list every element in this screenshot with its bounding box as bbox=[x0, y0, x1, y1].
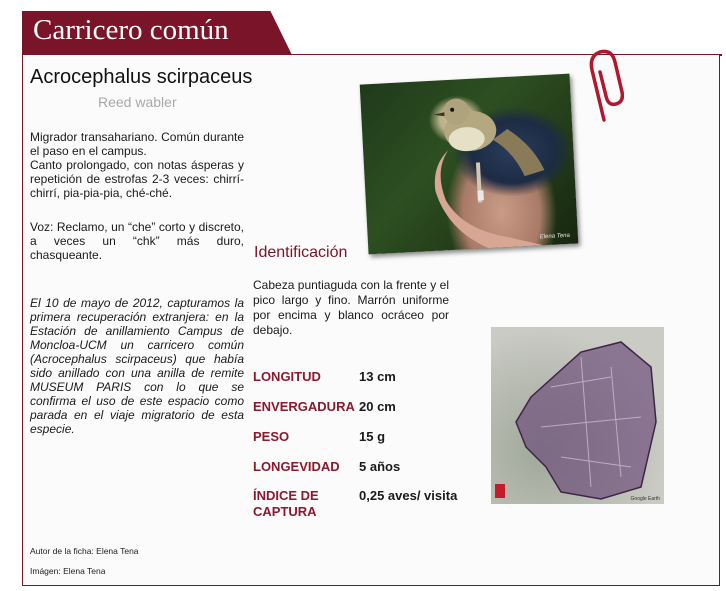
campus-map-area bbox=[491, 327, 664, 504]
stat-value-length: 13 cm bbox=[359, 369, 396, 384]
ucm-logo bbox=[495, 484, 505, 498]
identification-text: Cabeza puntiaguda con la frente y el pico largo y fino. Marrón uniforme por encima y blanco ocráceo por debajo. bbox=[253, 278, 449, 337]
scientific-name: Acrocephalus scirpaceus bbox=[30, 66, 253, 88]
description-paragraph: El 10 de mayo de 2012, capturamos la primera recuperación extranjera: en la Estación de anillamiento Campus de Moncloa-UCM un carricero común (Acrocephalus scirpaceus) que había sido anillado con una anilla de remite MUSEUM PARIS con lo que se confirma el uso de este espacio como parada en el viaje migratorio de esta especie. bbox=[30, 296, 244, 436]
stat-label-capture-index: ÍNDICE DE CAPTURA bbox=[253, 488, 319, 519]
author-credit: Autor de la ficha: Elena Tena bbox=[30, 546, 139, 556]
description-migration bbox=[30, 130, 244, 200]
stat-value-weight: 15 g bbox=[359, 429, 386, 444]
page-title: Carricero común bbox=[33, 14, 229, 46]
stat-label-weight: PESO bbox=[253, 429, 290, 444]
paperclip-icon bbox=[584, 42, 624, 122]
bird-illustration bbox=[360, 74, 579, 255]
stat-value-longevity: 5 años bbox=[359, 459, 401, 474]
identification-heading: Identificación bbox=[254, 244, 348, 261]
map-attribution: Google Earth bbox=[630, 496, 660, 502]
stat-label-wingspan: ENVERGADURA bbox=[253, 399, 355, 414]
description-voice bbox=[30, 220, 244, 262]
stat-value-wingspan: 20 cm bbox=[359, 399, 396, 414]
photo-credit: Elena Tena bbox=[539, 232, 571, 241]
description-recovery bbox=[30, 296, 244, 436]
english-name: Reed wabler bbox=[98, 94, 177, 110]
description-paragraph: Canto prolongado, con notas ásperas y repetición de estrofas 2-3 veces: chirrí-chirrí, pia-pia-pia, ché-ché. bbox=[30, 158, 244, 200]
stat-label-longevity: LONGEVIDAD bbox=[253, 459, 340, 474]
stat-value-capture-index: 0,25 aves/ visita bbox=[359, 488, 458, 503]
description-paragraph: Migrador transahariano. Común durante el paso en el campus. bbox=[30, 130, 244, 158]
bird-photo bbox=[360, 74, 579, 255]
campus-map bbox=[491, 327, 664, 504]
stat-label-length: LONGITUD bbox=[253, 369, 321, 384]
image-credit: Imágen: Elena Tena bbox=[30, 566, 106, 576]
description-paragraph: Voz: Reclamo, un “che” corto y discreto, a veces un “chk” más duro, chasqueante. bbox=[30, 220, 244, 262]
